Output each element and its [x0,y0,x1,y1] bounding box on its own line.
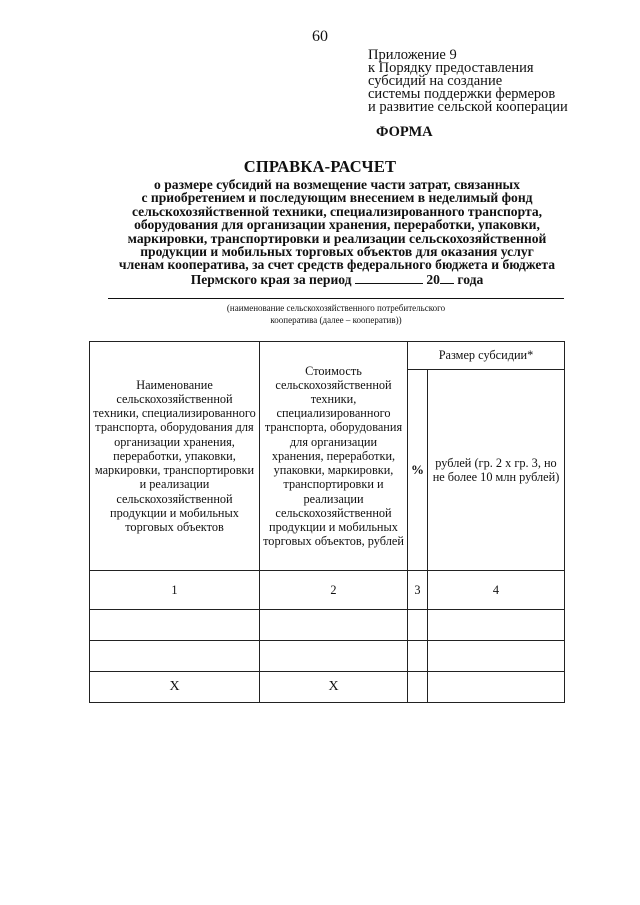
total-cell[interactable] [408,672,428,703]
header-rubles: рублей (гр. 2 х гр. 3, но не более 10 млн рублей) [428,370,565,571]
column-number: 1 [90,571,260,610]
year-label: года [457,271,484,287]
header-cost: Стоимость сельскохозяйственной техники, специализированного транспорта, оборудования для организации хранения, переработки, упаковки, маркировки, транспортировки и реализации сельскохозяйственной продукции и мобильных торговых объектов, рублей [260,342,408,571]
table-cell[interactable] [428,610,565,641]
subsidy-table [89,341,565,703]
table-cell[interactable] [428,641,565,672]
subtitle-line: членам кооператива, за счет средств федерального бюджета и бюджета [118,257,556,273]
appendix-line: субсидий на создание [368,73,503,89]
column-number: 4 [428,571,565,610]
total-cell-x: Х [260,672,408,703]
table-row [90,610,565,641]
subtitle-line: маркировки, транспортировки и реализации сельскохозяйственной [127,230,547,246]
table-row [90,641,565,672]
table-cell[interactable] [90,641,260,672]
column-number-row [90,571,565,610]
document-subtitle [80,178,594,286]
caption-line: (наименование сельскохозяйственного потребительского [226,303,446,313]
cooperative-name-caption [108,302,564,326]
column-number: 3 [408,571,428,610]
table-cell[interactable] [260,641,408,672]
column-number: 2 [260,571,408,610]
document-title: СПРАВКА-РАСЧЕТ [243,157,397,176]
subtitle-line: о размере субсидий на возмещение части затрат, связанных [154,177,520,192]
subtitle-line: сельскохозяйственной техники, специализированного транспорта, [131,203,543,219]
header-equipment-name: Наименование сельскохозяйственной техники, специализированного транспорта, оборудования для организации хранения, переработки, упаковки, маркировки, транспортировки и реализации сельскохозяйственной продукции и мобильных торговых объектов [90,342,260,571]
period-blank[interactable] [355,272,423,284]
subtitle-period-line [80,272,594,286]
year-blank[interactable] [440,272,454,284]
header-percent: % [408,370,428,571]
appendix-reference [368,49,568,114]
table-cell[interactable] [90,610,260,641]
total-cell[interactable] [428,672,565,703]
table-cell[interactable] [260,610,408,641]
table-header-row [90,342,565,370]
appendix-line: к Порядку предоставления [368,60,534,76]
subtitle-line: с приобретением и последующим внесением в неделимый фонд [141,190,533,206]
appendix-line: и развитие сельской кооперации [368,99,568,115]
header-subsidy-amount: Размер субсидии* [408,342,565,370]
total-row [90,672,565,703]
subtitle-line: оборудования для организации хранения, переработки, упаковки, [134,217,540,233]
total-cell-x: Х [90,672,260,703]
appendix-line: системы поддержки фермеров [368,86,556,102]
caption-line: кооператива (далее – кооператив)) [270,315,402,325]
subtitle-line: продукции и мобильных торговых объектов для оказания услуг [140,244,534,260]
form-label: ФОРМА [376,124,433,140]
page-number: 60 [312,28,328,45]
appendix-line: Приложение 9 [368,47,457,63]
year-prefix: 20 [426,271,440,287]
table-cell[interactable] [408,641,428,672]
table-cell[interactable] [408,610,428,641]
period-label: Пермского края за период [190,271,352,287]
cooperative-name-line[interactable] [108,298,564,299]
